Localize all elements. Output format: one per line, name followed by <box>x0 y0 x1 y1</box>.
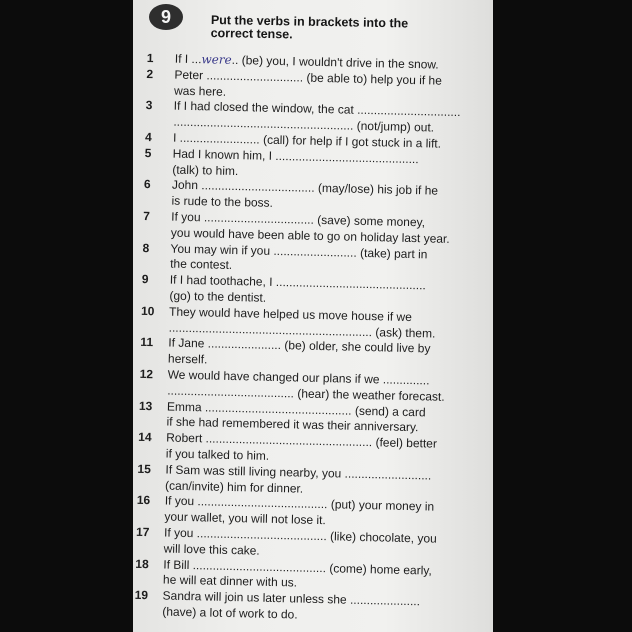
item-line: You may win if you ......................... (take) part in <box>170 241 428 261</box>
item-number: 15 <box>137 461 152 476</box>
item-line: Peter ............................. (be able to) help you if he <box>174 67 443 88</box>
exercise-instructions <box>211 14 481 45</box>
item-line: If you ................................. (save) some money, <box>171 209 426 230</box>
item-line: your wallet, you will not lose it. <box>164 509 326 528</box>
item-line: John .................................. (may/lose) his job if he <box>171 177 439 199</box>
item-number: 7 <box>143 208 151 224</box>
exercise-number-badge: 9 <box>149 4 183 30</box>
item-line: herself. <box>167 351 208 367</box>
item-line: Robert .................................................. (feel) better <box>166 430 438 451</box>
item-line: If I had toothache, I ............................................. <box>169 272 427 293</box>
item-line: They would have helped us move house if we <box>168 304 413 324</box>
item-line: (talk) to him. <box>172 162 239 178</box>
item-number: 17 <box>135 524 150 540</box>
item-line: If I had closed the window, the cat ............................... <box>173 99 461 120</box>
item-line: you would have been able to go on holiday last year. <box>170 225 450 246</box>
item-line: if you talked to him. <box>165 446 270 463</box>
item-text-post: .. (be) you, I wouldn't drive in the snow. <box>231 52 439 72</box>
item-text-pre: If I ... <box>174 51 202 67</box>
item-line: (go) to the dentist. <box>169 288 267 305</box>
item-number: 12 <box>139 366 154 382</box>
item-number: 4 <box>144 129 152 145</box>
item-number: 3 <box>145 98 153 113</box>
item-line: ...................................... (hear) the weather forecast. <box>167 383 445 404</box>
item-number: 10 <box>140 303 155 318</box>
item-line: is rude to the boss. <box>171 193 274 211</box>
worksheet-page <box>133 0 493 632</box>
item-line: If Sam was still living nearby, you .......................... <box>165 462 432 483</box>
instructions-line-1: Put the verbs in brackets into the <box>210 13 409 31</box>
item-number: 19 <box>134 587 149 603</box>
item-line: will love this cake. <box>163 541 260 558</box>
item-line: If you ....................................... (put) your money in <box>164 493 435 514</box>
item-line: If you ....................................... (like) chocolate, you <box>163 525 437 546</box>
item-line: (can/invite) him for dinner. <box>164 478 304 496</box>
item-line: the contest. <box>170 256 233 273</box>
item-line: ............................................................. (ask) them. <box>168 320 436 341</box>
item-number: 16 <box>136 493 151 508</box>
item-line: ...................................................... (not/jump) out. <box>173 114 435 135</box>
instructions-line-2: correct tense. <box>210 25 293 42</box>
item-line: We would have changed our plans if we .............. <box>167 367 430 388</box>
item-number: 14 <box>138 430 152 445</box>
item-number: 13 <box>138 398 153 413</box>
item-line: (have) a lot of work to do. <box>162 604 298 622</box>
item-number: 9 <box>141 272 149 287</box>
item-number: 18 <box>135 556 149 571</box>
item-line: Had I known him, I ........................................... <box>172 146 419 166</box>
item-line: Emma ............................................ (send) a card <box>166 399 426 419</box>
item-line: I ........................ (call) for help if I got stuck in a lift. <box>172 130 442 151</box>
item-number: 6 <box>143 177 151 192</box>
item-number: 5 <box>144 145 152 160</box>
item-line: he will eat dinner with us. <box>162 572 298 590</box>
exercise-item <box>134 588 473 627</box>
item-number: 8 <box>142 240 150 255</box>
item-line: If Jane ...................... (be) older, she could live by <box>168 335 431 356</box>
item-line: If Bill ........................................ (come) home early, <box>163 557 432 578</box>
handwritten-answer: were <box>201 52 232 67</box>
item-line: was here. <box>173 83 227 99</box>
exercise-list <box>134 51 485 627</box>
item-number: 11 <box>140 335 154 350</box>
item-number: 2 <box>146 66 154 81</box>
item-number: 1 <box>146 51 154 66</box>
item-line: Sandra will join us later unless she ..................... <box>162 588 421 609</box>
item-line: if she had remembered it was their anniversary. <box>166 414 419 435</box>
